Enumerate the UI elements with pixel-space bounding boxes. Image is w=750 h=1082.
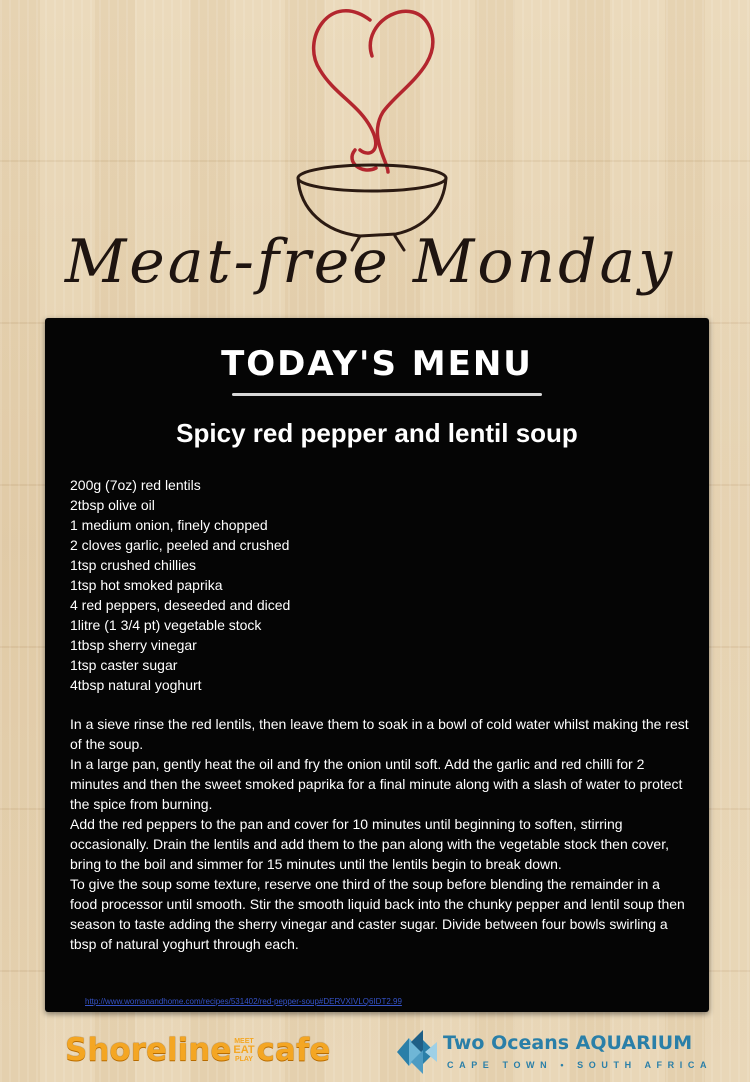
cafe-word: cafe [256, 1032, 331, 1068]
shoreline-tagline [233, 1037, 254, 1064]
tagline-word: PLAY [234, 1055, 253, 1063]
aquarium-mark-icon [395, 1028, 439, 1076]
ingredient-item: 1tsp caster sugar [70, 657, 178, 673]
ingredient-item: 200g (7oz) red lentils [70, 477, 201, 493]
ingredient-item: 1tsp crushed chillies [70, 557, 197, 573]
tagline-word: EAT [233, 1043, 255, 1056]
ingredient-item: 4tbsp natural yoghurt [70, 677, 202, 693]
shoreline-word: Shoreline [65, 1032, 232, 1068]
ingredient-item: 1litre (1 3/4 pt) vegetable stock [70, 617, 262, 633]
aquarium-name: Two Oceans AQUARIUM [443, 1032, 693, 1054]
header-artwork [0, 0, 750, 320]
shoreline-cafe-logo [65, 1028, 330, 1072]
method-step: Add the red peppers to the pan and cover for 10 minutes until beginning to soften, stirring occasionally. Drain the lentils and add them to the pan along with the vegetable stock then cover, bring to the boil and simmer for 15 minutes until the lentils begin to break down. [70, 816, 669, 872]
ingredient-item: 1tbsp sherry vinegar [70, 637, 197, 653]
ingredient-item: 2tbsp olive oil [70, 497, 155, 513]
ingredient-item: 2 cloves garlic, peeled and crushed [70, 537, 290, 553]
recipe-title: Spicy red pepper and lentil soup [176, 418, 578, 448]
method-step: In a large pan, gently heat the oil and fry the onion until soft. Add the garlic and red chilli for 2 minutes and then the sweet smoked paprika for a final minute along with a slash of water to protect the spice from burning. [70, 756, 683, 812]
menu-title-underline [232, 393, 542, 396]
tagline-word: MEET [234, 1037, 254, 1045]
ingredient-item: 4 red peppers, deseeded and diced [70, 597, 291, 613]
method-step: To give the soup some texture, reserve one third of the soup before blending the remainder in a food processor until smooth. Stir the smooth liquid back into the chunky pepper and lentil soup then season to taste adding the sherry vinegar and caster sugar. Divide between four bowls swirling a tbsp of natural yoghurt through each. [70, 876, 685, 952]
ingredient-item: 1 medium onion, finely chopped [70, 517, 268, 533]
footer [0, 1018, 750, 1082]
menu-board [45, 318, 709, 1012]
method-step: In a sieve rinse the red lentils, then leave them to soak in a bowl of cold water whilst making the rest of the soup. [70, 716, 689, 752]
script-title: Meat-free Monday [64, 227, 676, 297]
two-oceans-aquarium-logo [395, 1028, 713, 1078]
ingredient-list [70, 475, 690, 695]
method-text [70, 714, 690, 954]
ingredient-item: 1tsp hot smoked paprika [70, 577, 223, 593]
source-link[interactable]: http://www.womanandhome.com/recipes/531402/red-pepper-soup#DERVXIVLQ6IDT2.99 [85, 997, 402, 1006]
heart-steam-icon [314, 11, 433, 172]
menu-title: TODAY'S MENU [221, 344, 533, 384]
aquarium-location: CAPE TOWN • SOUTH AFRICA [447, 1060, 713, 1070]
